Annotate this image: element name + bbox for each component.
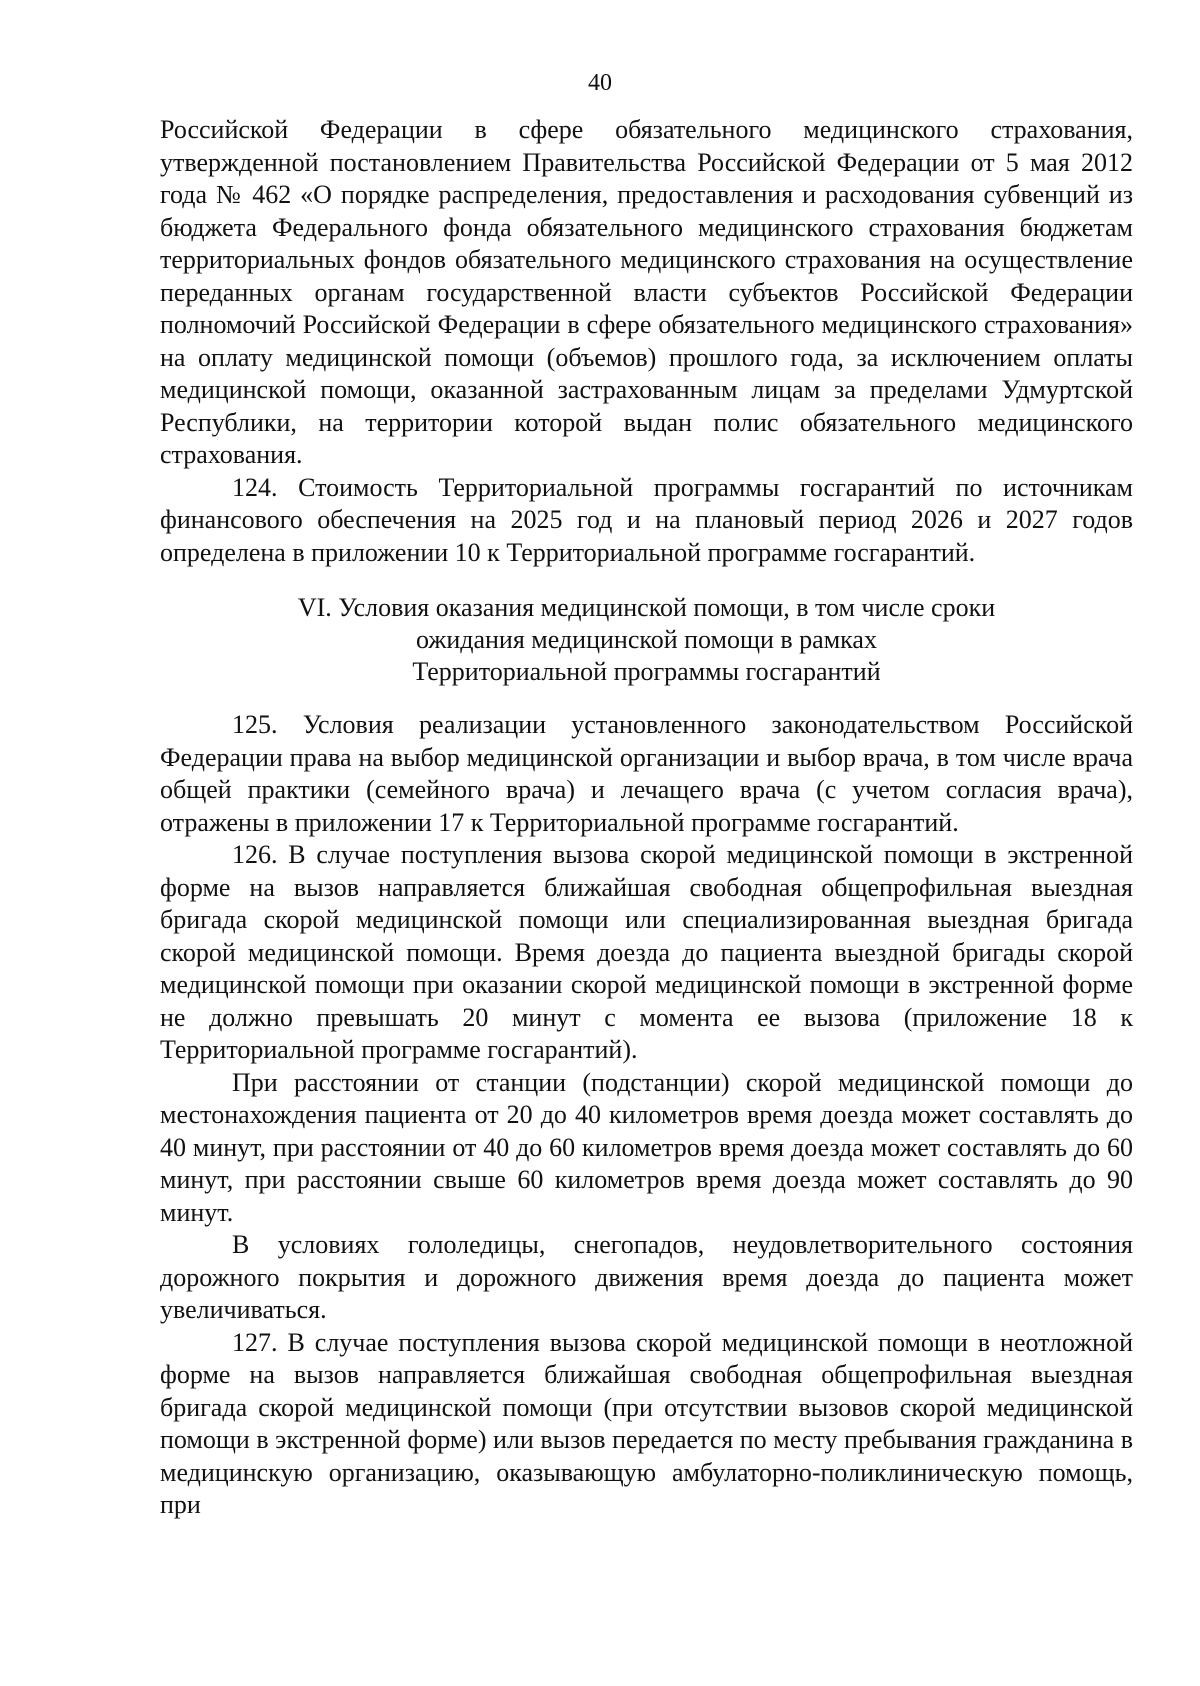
- paragraph-continuation: Российской Федерации в сфере обязательного медицинского страхования, утвержденной постановлением Правительства Российской Федерации от 5 мая 2012 года № 462 «О порядке распределения, предоставления и расходования субвенций из бюджета Федерального фонда обязательного медицинского страхования бюджетам территориальных фондов обязательного медицинского страхования на осуществление переданных органам государственной власти субъектов Российской Федерации полномочий Российской Федерации в сфере обязательного медицинского страхования» на оплату медицинской помощи (объемов) прошлого года, за исключением оплаты медицинской помощи, оказанной застрахованным лицам за пределами Удмуртской Республики, на территории которой выдан полис обязательного медицинского страхования.: [160, 115, 1133, 469]
- section-heading-line-3: Территориальной программы госгарантий: [412, 657, 881, 686]
- paragraph-125: 125. Условия реализации установленного законодательством Российской Федерации права на выбор медицинской организации и выбор врача, в том числе врача общей практики (семейного врача) и лечащего врача (с учетом согласия врача), отражены в приложении 17 к Территориальной программе госгарантий.: [160, 710, 1133, 837]
- section-heading: [160, 569, 1133, 709]
- paragraph-126: 126. В случае поступления вызова скорой медицинской помощи в экстренной форме на вызов направляется ближайшая свободная общепрофильная выездная бригада скорой медицинской помощи или специализированная выездная бригада скорой медицинской помощи. Время доезда до пациента выездной бригады скорой медицинской помощи при оказании скорой медицинской помощи в экстренной форме не должно превышать 20 минут с момента ее вызова (приложение 18 к Территориальной программе госгарантий).: [160, 840, 1133, 1064]
- section-heading-line-2: ожидания медицинской помощи в рамках: [416, 625, 877, 654]
- document-body: [160, 114, 1133, 1522]
- paragraph-124: 124. Стоимость Территориальной программы госгарантий по источникам финансового обеспечения на 2025 год и на плановый период 2026 и 2027 годов определена в приложении 10 к Территориальной программе госгарантий.: [160, 472, 1133, 567]
- page-number: 40: [588, 70, 612, 96]
- paragraph-127: 127. В случае поступления вызова скорой медицинской помощи в неотложной форме на вызов направляется ближайшая свободная общепрофильная выездная бригада скорой медицинской помощи (при отсутствии вызовов скорой медицинской помощи в экстренной форме) или вызов передается по месту пребывания гражданина в медицинскую организацию, оказывающую амбулаторно-поликлиническую помощь, при: [160, 1327, 1133, 1519]
- section-heading-line-1: VI. Условия оказания медицинской помощи, в том числе сроки: [297, 593, 996, 622]
- paragraph-126-distance: При расстоянии от станции (подстанции) скорой медицинской помощи до местонахождения пациента от 20 до 40 километров время доезда может составлять до 40 минут, при расстоянии от 40 до 60 километров время доезда может составлять до 60 минут, при расстоянии свыше 60 километров время доезда может составлять до 90 минут.: [160, 1067, 1133, 1227]
- paragraph-126-weather: В условиях гололедицы, снегопадов, неудовлетворительного состояния дорожного покрытия и дорожного движения время доезда до пациента может увеличиваться.: [160, 1230, 1133, 1324]
